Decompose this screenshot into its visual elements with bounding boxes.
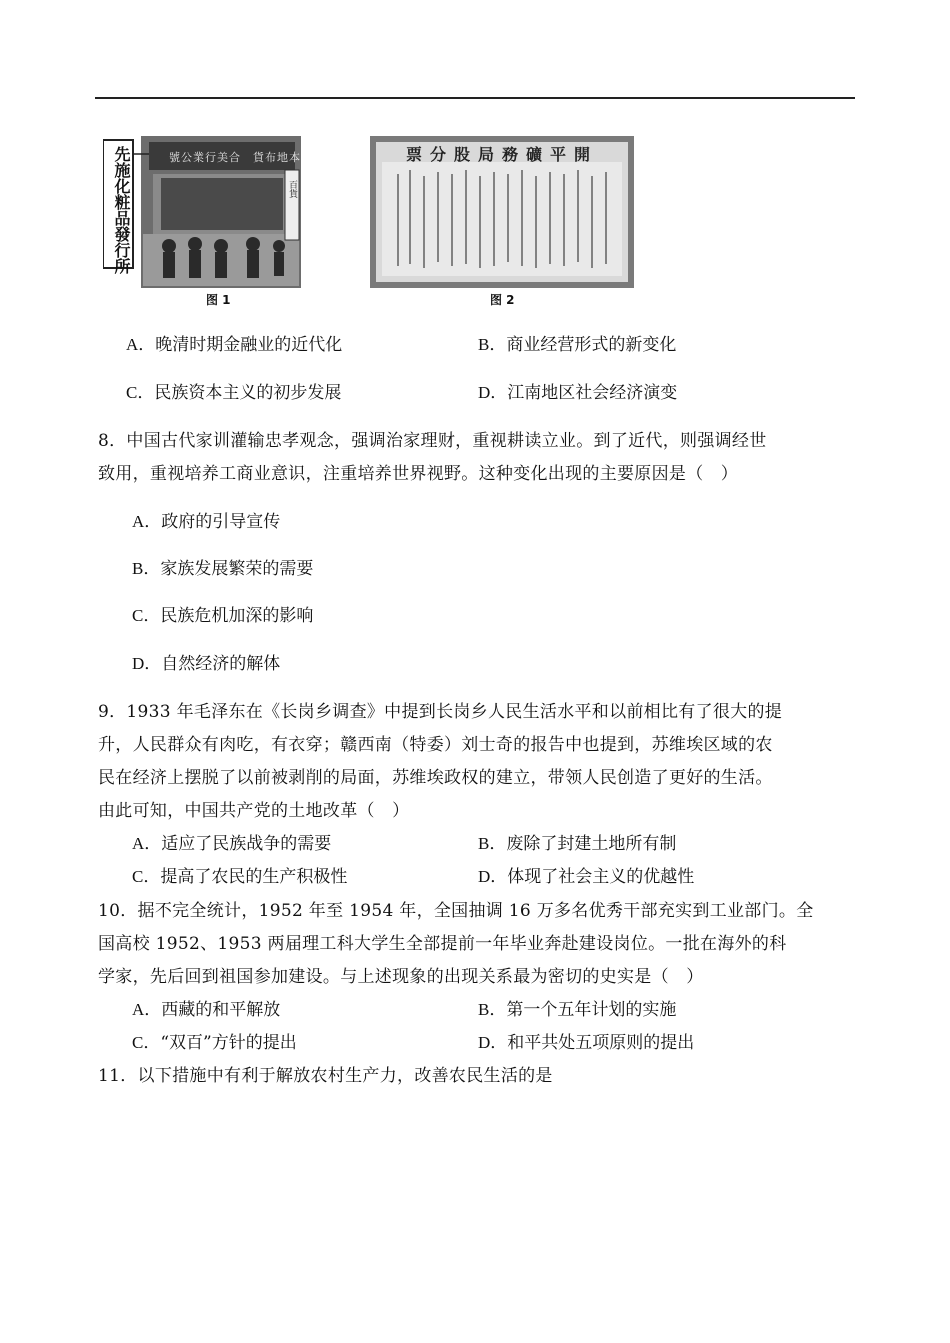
q10-option-b: B．第一个五年计划的实施 <box>478 1000 677 1020</box>
figure-2-header: 開平礦務局股分票 <box>405 145 598 164</box>
q7-option-b: B．商业经营形式的新变化 <box>478 335 677 355</box>
header-rule <box>95 97 855 99</box>
q9-stem-line-1: 9．1933 年毛泽东在《长岗乡调查》中提到长岗乡人民生活水平和以前相比有了很大的提 <box>98 702 783 722</box>
figure-1-right-pillar: 百貨 <box>287 180 297 198</box>
q10-option-d: D．和平共处五项原则的提出 <box>478 1033 695 1053</box>
q7-option-a: A．晚清时期金融业的近代化 <box>126 335 343 355</box>
figure-1-photo <box>103 134 303 290</box>
q10-option-a: A．西藏的和平解放 <box>132 1000 281 1020</box>
q8-option-a: A．政府的引导宣传 <box>132 512 281 532</box>
q11-stem-line-1: 11．以下措施中有利于解放农村生产力，改善农民生活的是 <box>98 1066 553 1086</box>
figure-1-caption: 图 1 <box>206 293 231 307</box>
q8-option-c: C．民族危机加深的影响 <box>132 606 314 626</box>
q8-stem-line-1: 8．中国古代家训灌输忠孝观念，强调治家理财，重视耕读立业。到了近代，则强调经世 <box>98 431 767 451</box>
q9-option-d: D．体现了社会主义的优越性 <box>478 867 695 887</box>
figure-1-banner-right: 貨布地本 <box>253 151 301 164</box>
figure-1-side-label: 先施化粧品發行所 <box>112 146 131 274</box>
q9-stem-line-3: 民在经济上摆脱了以前被剥削的局面，苏维埃政权的建立，带领人民创造了更好的生活。 <box>98 768 773 788</box>
figure-1-banner-left: 號公業行美合 <box>169 151 241 164</box>
q9-option-a: A．适应了民族战争的需要 <box>132 834 332 854</box>
q9-stem-line-2: 升，人民群众有肉吃，有衣穿；赣西南（特委）刘士奇的报告中也提到，苏维埃区域的农 <box>98 735 773 755</box>
q10-stem-line-2: 国高校 1952、1953 两届理工科大学生全部提前一年毕业奔赴建设岗位。一批在海外的科 <box>98 934 787 954</box>
q9-stem-line-4: 由此可知，中国共产党的土地改革（ ） <box>98 801 410 821</box>
q10-option-c: C．“双百”方针的提出 <box>132 1033 297 1053</box>
figure-2-certificate <box>370 136 634 288</box>
q8-option-b: B．家族发展繁荣的需要 <box>132 559 314 579</box>
q8-option-d: D．自然经济的解体 <box>132 654 281 674</box>
q8-stem-line-2: 致用，重视培养工商业意识，注重培养世界视野。这种变化出现的主要原因是（ ） <box>98 464 739 484</box>
q9-option-c: C．提高了农民的生产积极性 <box>132 867 348 887</box>
q7-option-d: D．江南地区社会经济演变 <box>478 383 678 403</box>
q10-stem-line-1: 10．据不完全统计，1952 年至 1954 年，全国抽调 16 万多名优秀干部充实到工业部门。全 <box>98 901 814 921</box>
q10-stem-line-3: 学家，先后回到祖国参加建设。与上述现象的出现关系最为密切的史实是（ ） <box>98 967 704 987</box>
figure-2-caption: 图 2 <box>490 293 515 307</box>
q7-option-c: C．民族资本主义的初步发展 <box>126 383 342 403</box>
q9-option-b: B．废除了封建土地所有制 <box>478 834 677 854</box>
